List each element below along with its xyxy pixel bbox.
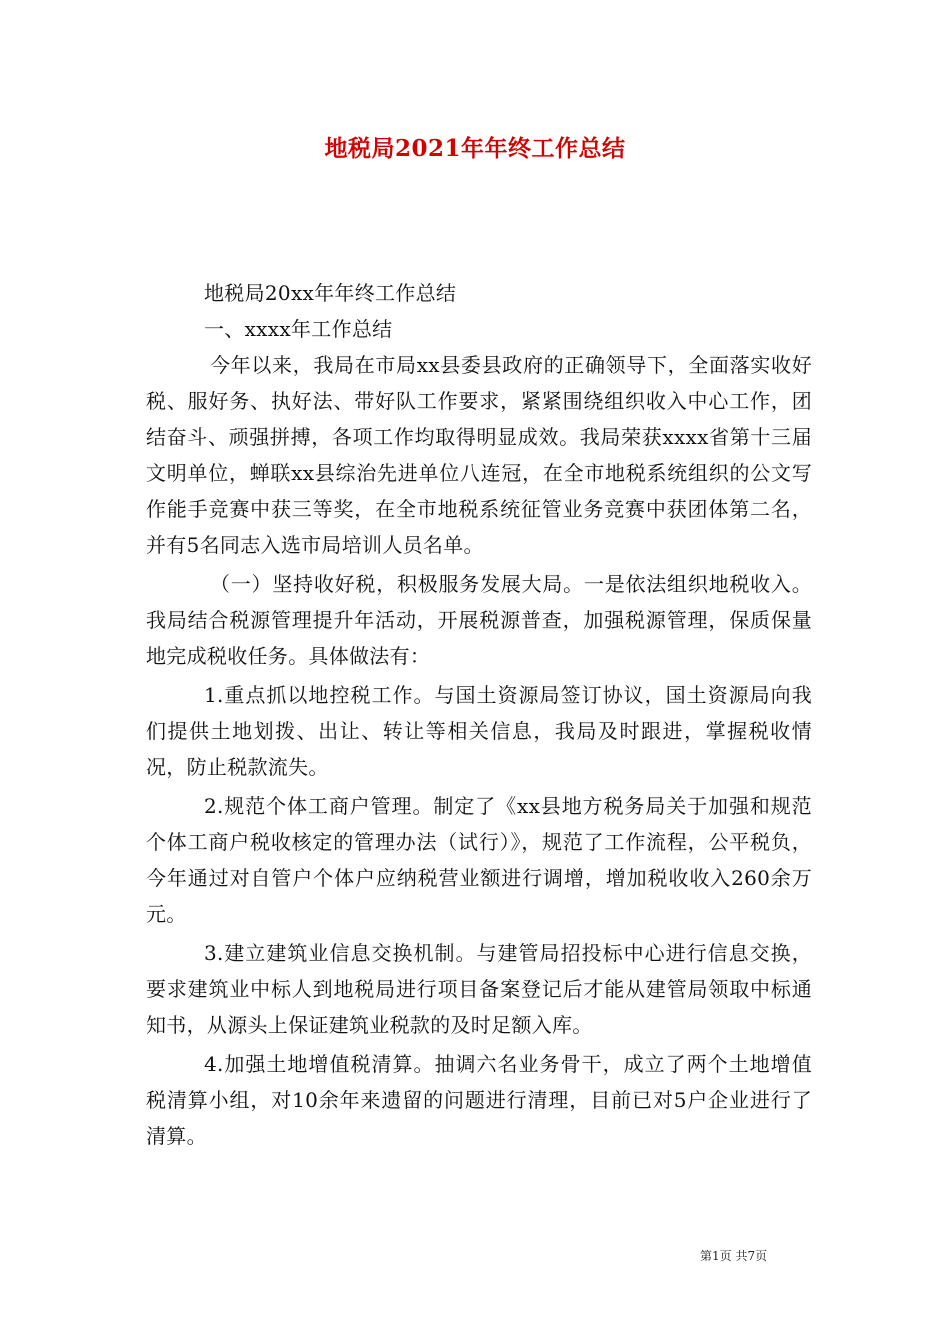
subtitle-paragraph: 地税局20xx年年终工作总结 — [204, 281, 457, 305]
body-paragraph: 1.重点抓以地控税工作。与国土资源局签订协议，国土资源局向我们提供土地划拨、出让、转让等相关信息，我局及时跟进，掌握税收情况，防止税款流失。 — [146, 683, 812, 779]
body-paragraph: 今年以来，我局在市局xx县委县政府的正确领导下，全面落实收好税、服好务、执好法、带好队工作要求，紧紧围绕组织收入中心工作，团结奋斗、顽强拼搏，各项工作均取得明显成效。我局荣获xxxx省第十三届文明单位，蝉联xx县综治先进单位八连冠，在全市地税系统组织的公文写作能手竞赛中获三等奖，在全市地税系统征管业务竞赛中获团体第二名，并有5名同志入选市局培训人员名单。 — [146, 353, 812, 557]
document-title: 地税局2021年年终工作总结 — [324, 135, 626, 162]
body-paragraph: 3.建立建筑业信息交换机制。与建管局招投标中心进行信息交换，要求建筑业中标人到地税局进行项目备案登记后才能从建管局领取中标通知书，从源头上保证建筑业税款的及时足额入库。 — [146, 941, 812, 1037]
page-number: 第1页 共7页 — [700, 1249, 768, 1263]
body-paragraph: 2.规范个体工商户管理。制定了《xx县地方税务局关于加强和规范个体工商户税收核定的管理办法（试行）》，规范了工作流程，公平税负，今年通过对自管户个体户应纳税营业额进行调增，增加税收收入260余万元。 — [146, 794, 812, 926]
body-paragraph: （一）坚持收好税，积极服务发展大局。一是依法组织地税收入。我局结合税源管理提升年活动，开展税源普查，加强税源管理，保质保量地完成税收任务。具体做法有： — [146, 572, 812, 668]
document-body — [146, 275, 812, 1154]
section-heading: 一、xxxx年工作总结 — [204, 317, 393, 341]
body-paragraph: 4.加强土地增值税清算。抽调六名业务骨干，成立了两个土地增值税清算小组，对10余年来遗留的问题进行清理，目前已对5户企业进行了清算。 — [146, 1052, 812, 1148]
